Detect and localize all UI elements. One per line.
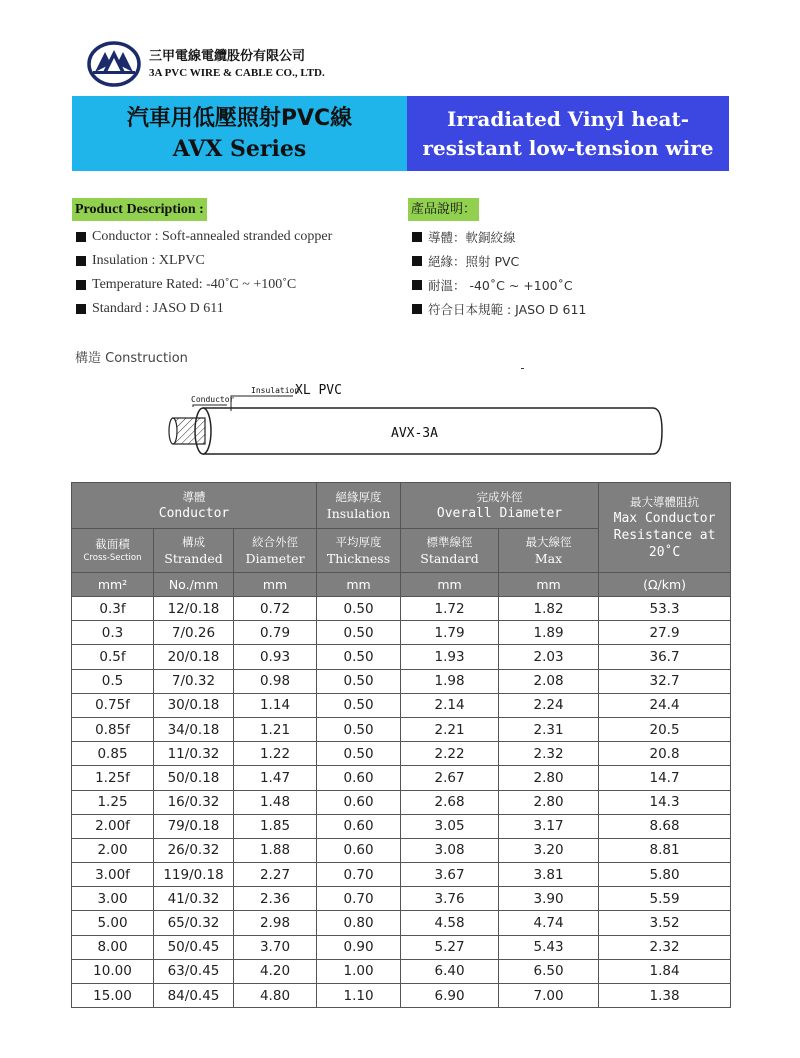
construction-title: 構造 Construction [75,351,188,366]
cell-cross-section: 2.00 [72,838,154,862]
cell-standard-od: 3.05 [401,814,499,838]
cell-stranded: 26/0.32 [154,838,234,862]
cell-cross-section: 0.5 [72,669,154,693]
cell-standard-od: 6.40 [401,959,499,983]
company-logo-icon [87,40,141,88]
cell-max-od: 7.00 [499,984,599,1008]
description-item [408,297,586,321]
description-text: 導體：軟銅絞線 [428,230,516,245]
cell-max-od: 4.74 [499,911,599,935]
header-overall-diameter: 完成外徑 Overall Diameter [401,483,599,529]
cell-cross-section: 0.85 [72,742,154,766]
cell-standard-od: 1.79 [401,621,499,645]
cell-standard-od: 2.21 [401,717,499,741]
description-text: Standard : JASO D 611 [92,301,224,316]
header-stranded: 構成 Stranded [154,529,234,573]
table-row [72,621,731,645]
cell-standard-od: 1.72 [401,597,499,621]
cell-cross-section: 1.25 [72,790,154,814]
description-heading-zh: 產品說明： [408,198,479,221]
cell-cross-section: 0.85f [72,717,154,741]
description-item [408,249,586,273]
cell-thickness: 1.00 [317,959,401,983]
wire-construction-diagram [165,375,670,475]
cell-diameter: 4.20 [234,959,317,983]
header-thickness: 平均厚度 Thickness [317,529,401,573]
cell-diameter: 1.47 [234,766,317,790]
cell-thickness: 0.90 [317,935,401,959]
unit-resistance: (Ω/km) [599,573,731,597]
cell-standard-od: 2.22 [401,742,499,766]
banner-title-en [407,96,729,171]
description-text: 絕緣：照射 PVC [428,254,520,269]
cell-stranded: 50/0.45 [154,935,234,959]
cell-standard-od: 4.58 [401,911,499,935]
cell-max-od: 2.03 [499,645,599,669]
table-row [72,887,731,911]
cell-standard-od: 3.76 [401,887,499,911]
bullet-square-icon [412,232,422,242]
cell-resistance: 1.38 [599,984,731,1008]
cell-resistance: 5.59 [599,887,731,911]
cell-stranded: 84/0.45 [154,984,234,1008]
company-name-zh: 三甲電線電纜股份有限公司 [149,48,306,64]
cell-stranded: 50/0.18 [154,766,234,790]
cell-thickness: 0.50 [317,621,401,645]
cell-diameter: 2.27 [234,863,317,887]
cell-resistance: 27.9 [599,621,731,645]
cell-cross-section: 3.00 [72,887,154,911]
cell-max-od: 2.80 [499,790,599,814]
header-max-resistance: 最大導體阻抗 Max Conductor Resistance at 20˚C [599,483,731,573]
cell-diameter: 1.22 [234,742,317,766]
table-row [72,935,731,959]
table-row [72,597,731,621]
cell-max-od: 1.82 [499,597,599,621]
cell-resistance: 8.81 [599,838,731,862]
cell-max-od: 3.81 [499,863,599,887]
cell-max-od: 5.43 [499,935,599,959]
table-row [72,766,731,790]
cell-cross-section: 0.3 [72,621,154,645]
description-item [72,249,332,273]
cell-stranded: 30/0.18 [154,693,234,717]
cell-thickness: 1.10 [317,984,401,1008]
cell-stranded: 65/0.32 [154,911,234,935]
table-row [72,838,731,862]
table-row [72,911,731,935]
cell-cross-section: 1.25f [72,766,154,790]
cell-stranded: 7/0.26 [154,621,234,645]
cell-max-od: 2.32 [499,742,599,766]
description-text: 符合日本規範 : JASO D 611 [428,302,587,317]
cell-cross-section: 0.5f [72,645,154,669]
cell-resistance: 53.3 [599,597,731,621]
cell-max-od: 3.90 [499,887,599,911]
cell-stranded: 20/0.18 [154,645,234,669]
cell-resistance: 2.32 [599,935,731,959]
table-row [72,959,731,983]
product-description-zh [408,198,586,321]
bullet-square-icon [76,304,86,314]
cell-diameter: 2.98 [234,911,317,935]
cell-standard-od: 2.67 [401,766,499,790]
cell-thickness: 0.70 [317,863,401,887]
cell-max-od: 3.20 [499,838,599,862]
cell-resistance: 24.4 [599,693,731,717]
conductor-end [169,418,177,444]
company-header [87,40,325,88]
unit-cross-section: mm² [72,573,154,597]
banner-title-zh [72,96,407,171]
cell-standard-od: 5.27 [401,935,499,959]
unit-standard: mm [401,573,499,597]
xlpvc-label: XL PVC [295,383,342,398]
unit-max: mm [499,573,599,597]
cell-thickness: 0.50 [317,597,401,621]
table-row [72,814,731,838]
cell-thickness: 0.60 [317,766,401,790]
product-series: AVX Series [172,135,307,162]
header-standard: 標準線徑 Standard [401,529,499,573]
cell-max-od: 2.80 [499,766,599,790]
divider [521,368,524,369]
table-row [72,645,731,669]
conductor-label: Conductor [191,395,235,404]
description-text: Insulation : XLPVC [92,253,205,268]
cell-diameter: 2.36 [234,887,317,911]
insulation-label: Insulation [251,386,300,395]
cell-standard-od: 6.90 [401,984,499,1008]
cell-cross-section: 3.00f [72,863,154,887]
cell-thickness: 0.60 [317,790,401,814]
cell-thickness: 0.50 [317,693,401,717]
cell-cross-section: 0.3f [72,597,154,621]
description-text: 耐溫： -40˚C ~ +100˚C [428,278,573,293]
cell-cross-section: 2.00f [72,814,154,838]
bullet-square-icon [76,280,86,290]
header-max: 最大線徑 Max [499,529,599,573]
bullet-square-icon [412,256,422,266]
conductor-leader-line [193,405,227,407]
cell-max-od: 2.31 [499,717,599,741]
table-row [72,790,731,814]
bullet-square-icon [76,232,86,242]
cell-standard-od: 2.14 [401,693,499,717]
description-item [408,273,586,297]
header-diameter: 絞合外徑 Diameter [234,529,317,573]
cell-cross-section: 5.00 [72,911,154,935]
cell-cross-section: 10.00 [72,959,154,983]
product-title-zh: 汽車用低壓照射PVC線 [126,105,353,131]
cell-standard-od: 1.93 [401,645,499,669]
cell-standard-od: 3.08 [401,838,499,862]
cell-resistance: 8.68 [599,814,731,838]
description-text: Temperature Rated: -40˚C ~ +100˚C [92,277,297,292]
product-title-en-line1: Irradiated Vinyl heat- [446,106,690,131]
description-item [72,225,332,249]
table-body [72,597,731,1008]
cell-max-od: 6.50 [499,959,599,983]
cell-resistance: 1.84 [599,959,731,983]
cell-thickness: 0.50 [317,669,401,693]
cell-stranded: 63/0.45 [154,959,234,983]
cell-diameter: 4.80 [234,984,317,1008]
cell-max-od: 2.24 [499,693,599,717]
description-heading-en: Product Description : [72,198,207,221]
cell-thickness: 0.50 [317,742,401,766]
cell-stranded: 119/0.18 [154,863,234,887]
conductor-core [173,418,205,444]
cell-stranded: 16/0.32 [154,790,234,814]
description-item [408,225,586,249]
cell-resistance: 14.7 [599,766,731,790]
cell-resistance: 36.7 [599,645,731,669]
cell-cross-section: 8.00 [72,935,154,959]
bullet-square-icon [76,256,86,266]
bullet-square-icon [412,280,422,290]
cell-diameter: 1.85 [234,814,317,838]
cell-max-od: 3.17 [499,814,599,838]
cell-resistance: 32.7 [599,669,731,693]
specification-table [71,482,731,1008]
cell-diameter: 0.98 [234,669,317,693]
product-title-en-line2: resistant low-tension wire [422,135,714,160]
unit-diameter: mm [234,573,317,597]
cell-thickness: 0.50 [317,717,401,741]
cell-diameter: 1.14 [234,693,317,717]
cell-stranded: 41/0.32 [154,887,234,911]
cell-thickness: 0.70 [317,887,401,911]
cell-stranded: 34/0.18 [154,717,234,741]
product-description-en [72,198,332,321]
cell-thickness: 0.60 [317,814,401,838]
description-item [72,273,332,297]
cell-resistance: 3.52 [599,911,731,935]
header-insulation: 絕緣厚度 Insulation [317,483,401,529]
cell-diameter: 0.93 [234,645,317,669]
wire-marking: AVX-3A [391,426,438,441]
cell-max-od: 2.08 [499,669,599,693]
cell-thickness: 0.80 [317,911,401,935]
cell-resistance: 20.8 [599,742,731,766]
table-row [72,863,731,887]
cell-standard-od: 2.68 [401,790,499,814]
cell-thickness: 0.60 [317,838,401,862]
cell-stranded: 79/0.18 [154,814,234,838]
table-row [72,984,731,1008]
description-item [72,297,332,321]
cell-standard-od: 3.67 [401,863,499,887]
table-row [72,742,731,766]
bullet-square-icon [412,304,422,314]
cell-diameter: 1.21 [234,717,317,741]
cell-diameter: 0.72 [234,597,317,621]
cell-stranded: 11/0.32 [154,742,234,766]
cell-max-od: 1.89 [499,621,599,645]
company-name-en: 3A PVC WIRE & CABLE CO., LTD. [149,66,325,79]
header-conductor: 導體 Conductor [72,483,317,529]
unit-stranded: No./mm [154,573,234,597]
cell-stranded: 12/0.18 [154,597,234,621]
cell-thickness: 0.50 [317,645,401,669]
cell-resistance: 14.3 [599,790,731,814]
cell-diameter: 1.88 [234,838,317,862]
header-cross-section: 截面積 Cross-Section [72,529,154,573]
table-row [72,717,731,741]
unit-thickness: mm [317,573,401,597]
cell-resistance: 5.80 [599,863,731,887]
cell-diameter: 0.79 [234,621,317,645]
cell-stranded: 7/0.32 [154,669,234,693]
table-row [72,693,731,717]
cell-cross-section: 15.00 [72,984,154,1008]
description-text: Conductor : Soft-annealed stranded copper [92,229,333,244]
cell-diameter: 3.70 [234,935,317,959]
cell-diameter: 1.48 [234,790,317,814]
table-row [72,669,731,693]
cell-resistance: 20.5 [599,717,731,741]
cell-cross-section: 0.75f [72,693,154,717]
cell-standard-od: 1.98 [401,669,499,693]
